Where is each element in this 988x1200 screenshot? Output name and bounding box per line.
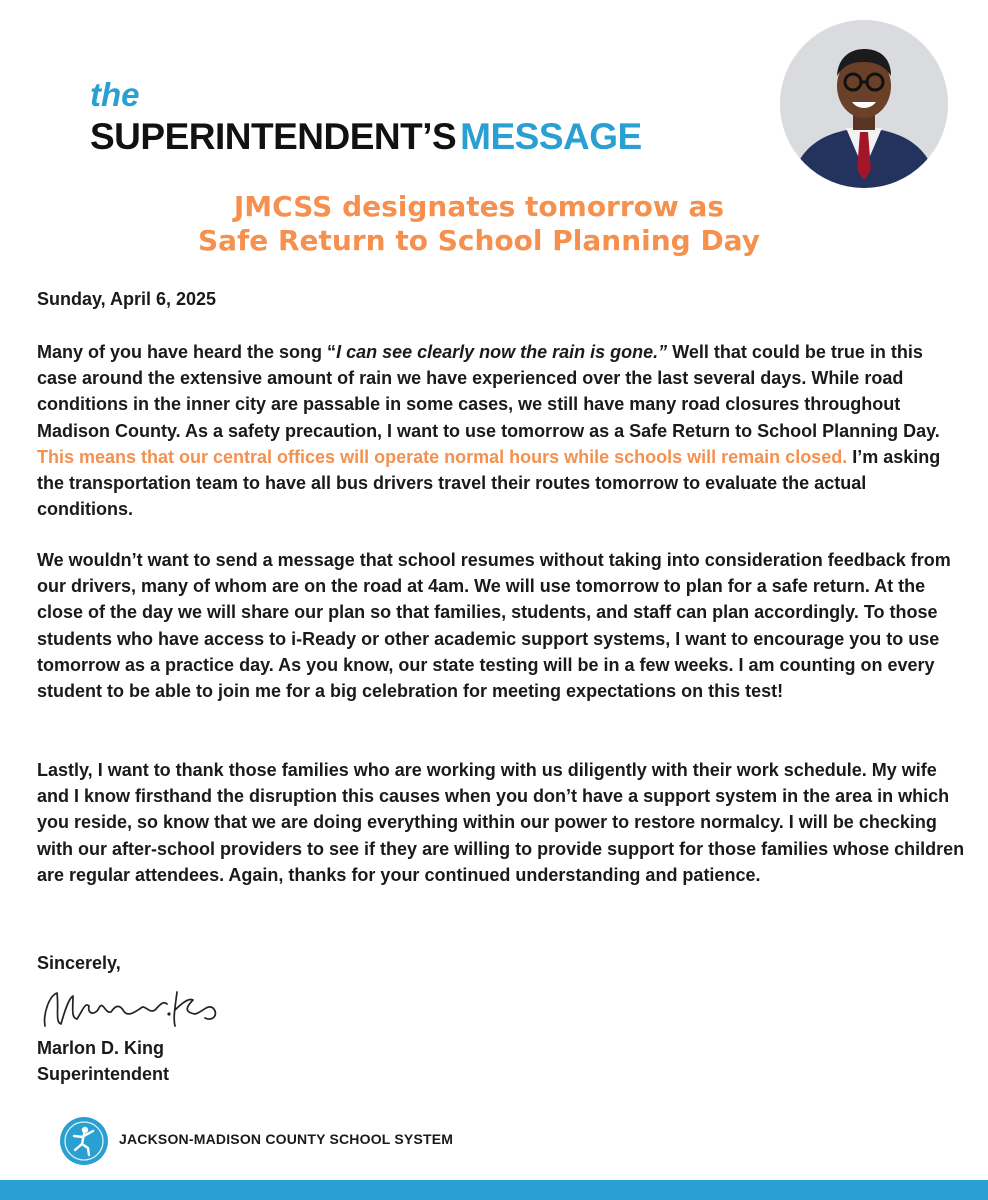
signer-title: Superintendent — [37, 1064, 170, 1084]
superintendent-portrait — [780, 20, 948, 188]
signature — [37, 984, 227, 1034]
brand-superintendents: SUPERINTENDENT’S — [90, 116, 457, 157]
school-system-logo-icon — [60, 1117, 108, 1165]
song-quote: I can see clearly now the rain is gone.” — [336, 342, 668, 362]
brand-the: the — [90, 76, 140, 113]
paragraph-2: We wouldn’t want to send a message that school resumes without taking into consideration feedback from our drivers, many of whom are on the road at 4am. We will use tomorrow to plan for a safe return. At the close of the day we will share our plan so that families, students, and staff can plan accordingly. To those students who have access to i-Ready or other academic support systems, I want to encourage you to use tomorrow as a practice day. As you know, our state testing will be in a few weeks. I am counting on every student to be able to join me for a big celebration for meeting expectations on this test! — [37, 550, 951, 702]
paragraph-1 — [37, 339, 967, 522]
brand-message: MESSAGE — [460, 116, 642, 157]
paragraph-3: Lastly, I want to thank those families who are working with us diligently with their work schedule. My wife and I know firsthand the disruption this causes when you don’t have a support system in the area in which you reside, so know that we are doing everything within our power to restore normalcy. I will be checking with our after-school providers to see if they are willing to provide support for those families whose children are regular attendees. Again, thanks for your continued understanding and patience. — [37, 760, 965, 885]
signer-name: Marlon D. King — [37, 1038, 164, 1058]
headline-line-2: Safe Return to School Planning Day — [198, 224, 760, 257]
brand-title — [90, 118, 642, 155]
footer-bar — [0, 1180, 988, 1200]
paragraph-1-intro: Many of you have heard the song “ — [37, 342, 337, 362]
letter-date: Sunday, April 6, 2025 — [37, 289, 217, 309]
paragraph-1-end: I’m asking the transportation team to have all bus drivers travel their routes tomorrow to evaluate the actual conditions. — [37, 446, 941, 520]
closure-highlight: This means that our central offices will operate normal hours while schools will remain closed. — [37, 446, 848, 467]
closing: Sincerely, — [37, 953, 121, 973]
headline — [0, 190, 958, 258]
paragraph-1-text: Well that could be true in this case around the extensive amount of rain we have experienced over the last several days. While road conditions in the inner city are passable in some cases, we still have many road closures throughout Madison County. As a safety precaution, I want to use tomorrow as a Safe Return to School Planning Day. — [37, 342, 940, 441]
footer-org-name: JACKSON-MADISON COUNTY SCHOOL SYSTEM — [119, 1131, 454, 1147]
headline-line-1: JMCSS designates tomorrow as — [233, 190, 725, 223]
